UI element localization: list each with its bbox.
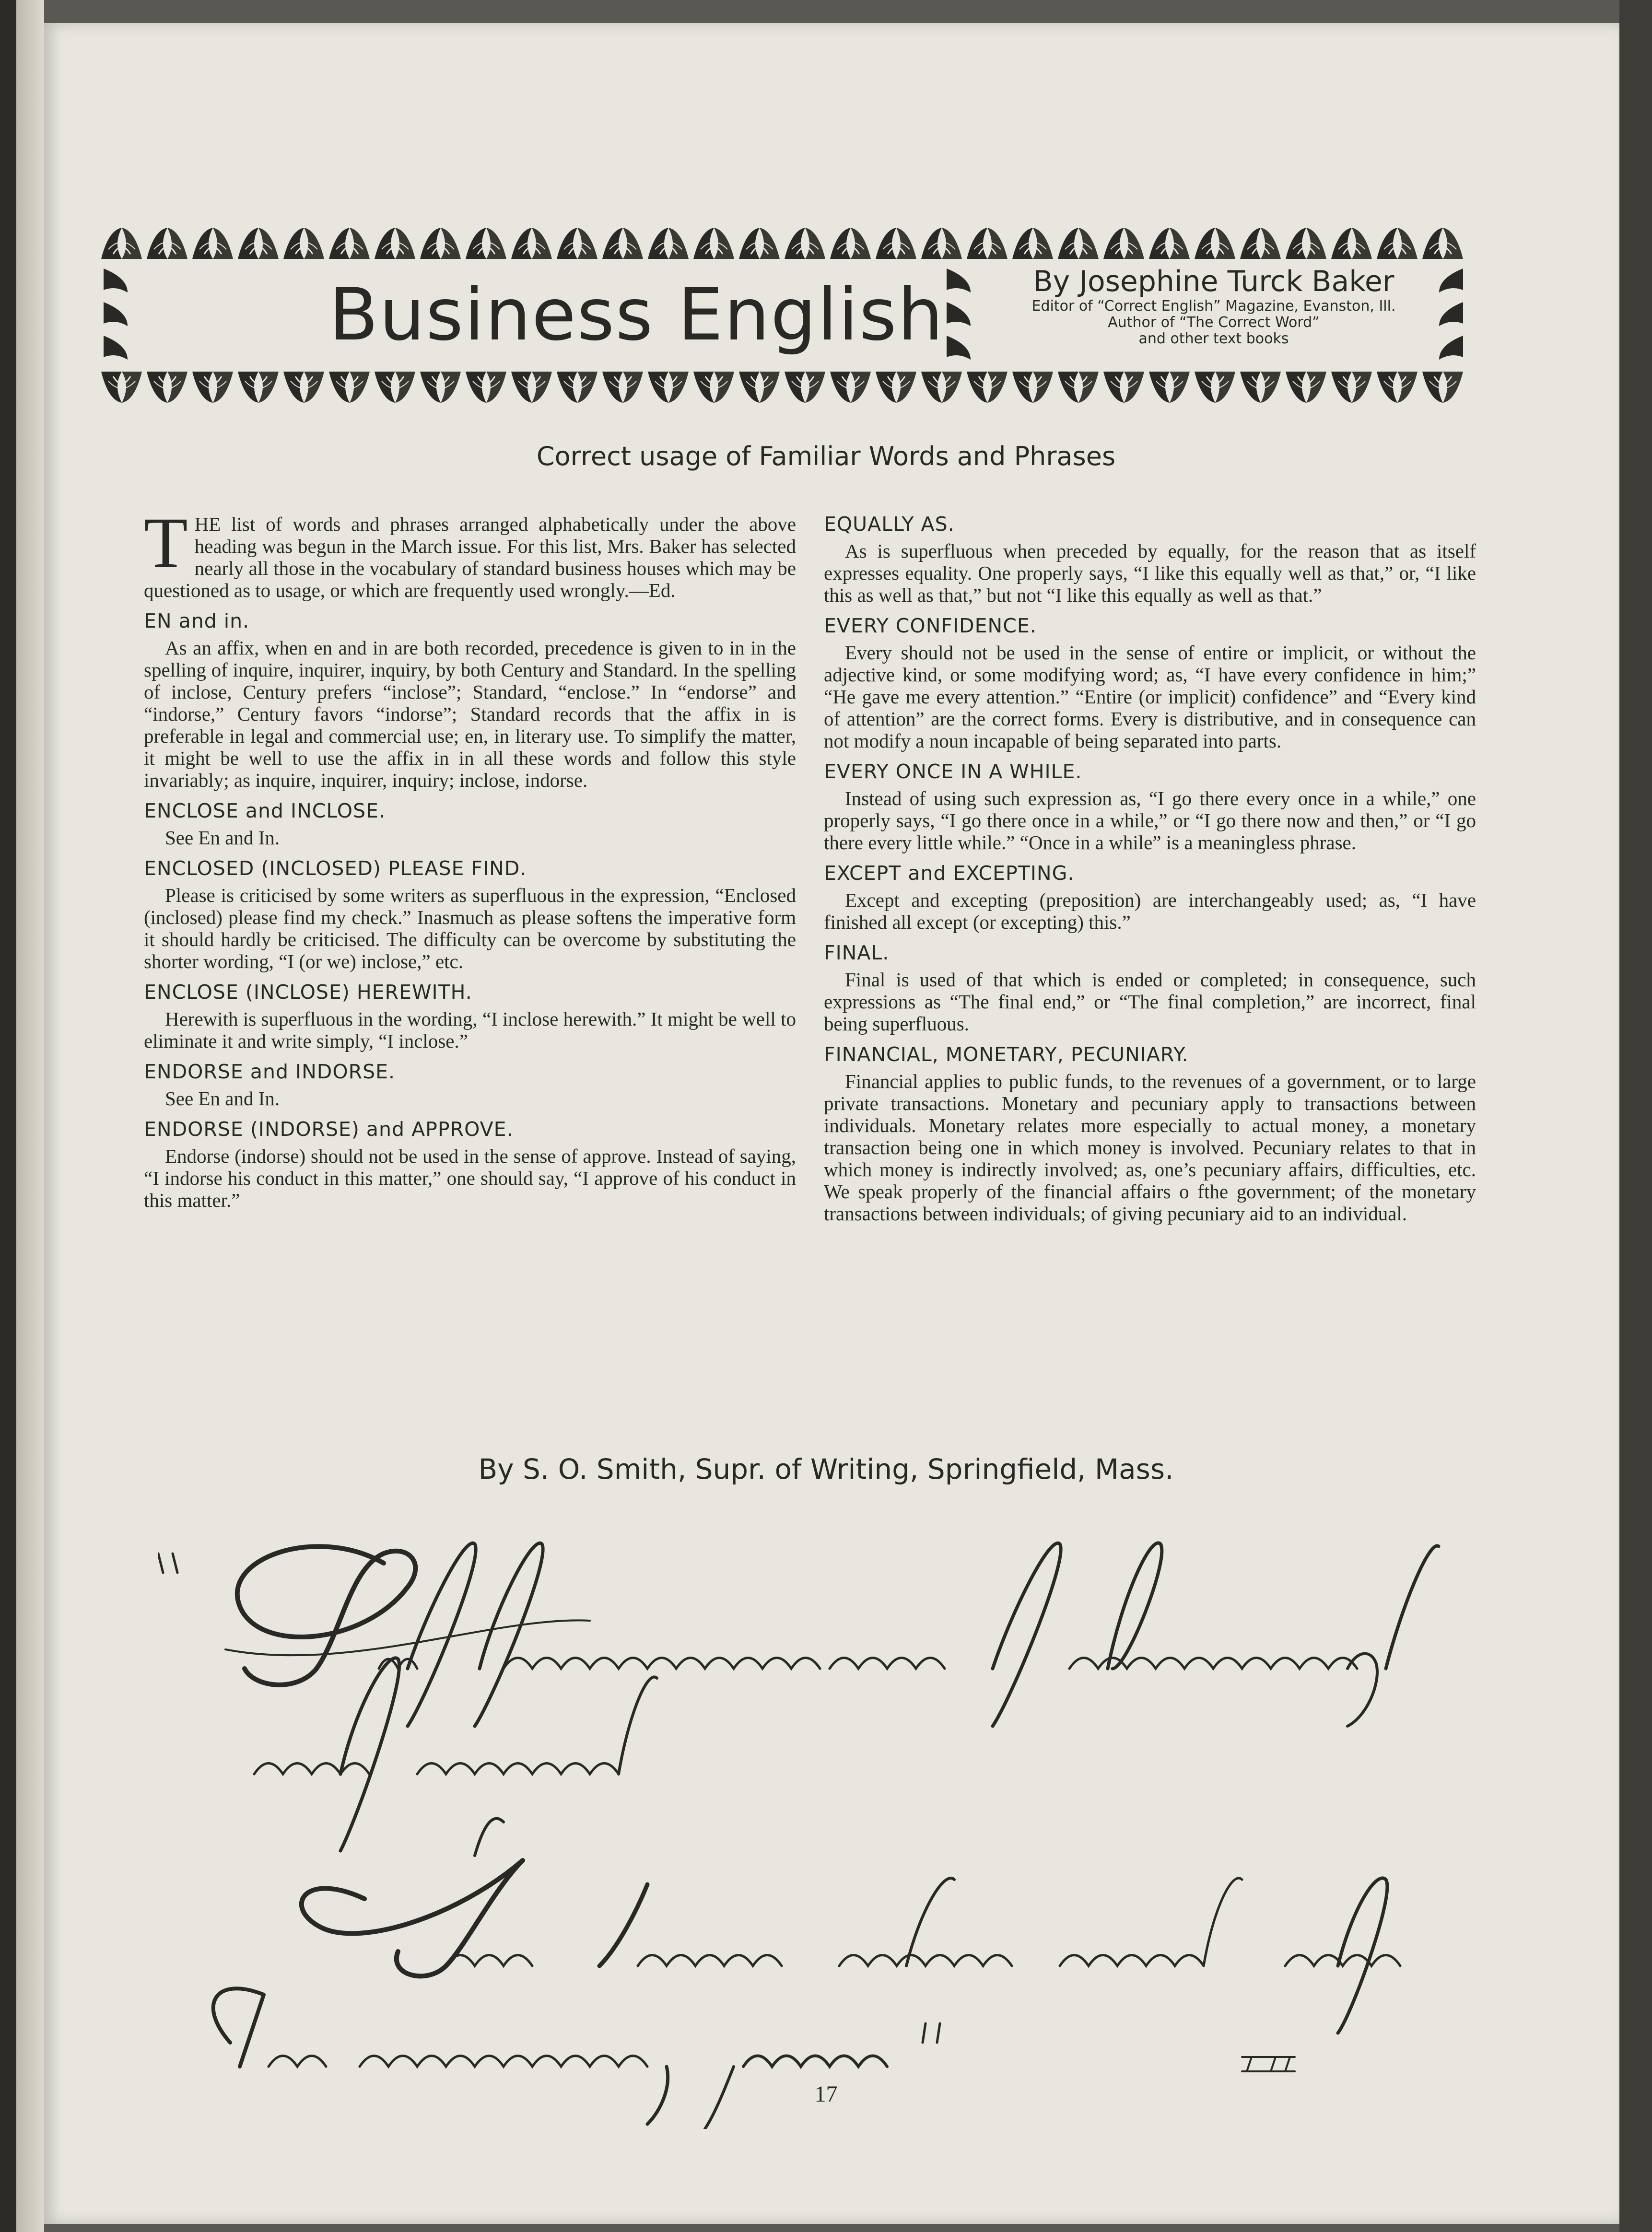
intro-paragraph xyxy=(144,503,796,601)
top-ornament-border xyxy=(99,225,1468,261)
entry-heading: EVERY CONFIDENCE. xyxy=(824,614,1037,637)
entry-heading: ENCLOSED (INCLOSED) PLEASE FIND. xyxy=(144,857,527,880)
entry-body: Every should not be used in the sense of entire or implicit, or without the adjective kind, or some modifying word; as, “I have every confidence in him;” “He gave me every attention.” “Entire (or implicit) confidence” and “Every kind of attention” are the correct forms. Every is distributive, and in consequence can not modify a noun incapable of being separated into parts. xyxy=(824,642,1476,752)
entry-heading: ENCLOSE and INCLOSE. xyxy=(144,799,386,822)
book-spine xyxy=(0,0,16,2232)
entry-body: See En and In. xyxy=(165,1087,280,1110)
entry-body: Herewith is superfluous in the wording, “I inclose herewith.” It might be well to eliminate it and write simply, “I inclose.” xyxy=(144,1008,796,1052)
entry-heading: ENDORSE and INDORSE. xyxy=(144,1060,396,1083)
entry-heading: EVERY ONCE IN A WHILE. xyxy=(824,760,1082,783)
author-credit-1: Editor of “Correct English” Magazine, Evanston, Ill. xyxy=(1031,298,1396,315)
entry-heading: EXCEPT and EXCEPTING. xyxy=(824,862,1075,885)
right-column xyxy=(824,513,1476,1233)
entry-body: Final is used of that which is ended or completed; in consequence, such expressions as “The final end,” or “The final completion,” are incorrect, final being superfluous. xyxy=(824,969,1476,1035)
middle-ornament xyxy=(942,264,975,367)
scan-edge xyxy=(1619,0,1652,2232)
section-title: Business English xyxy=(329,273,944,357)
author-credit-3: and other text books xyxy=(1138,330,1289,347)
entry-body: See En and In. xyxy=(165,827,280,849)
drop-cap: T xyxy=(144,503,188,583)
entry-body: Endorse (indorse) should not be used in the sense of approve. Instead of saying, “I indorse his conduct in this matter,” one should say, “I approve of his conduct in this matter.” xyxy=(144,1145,796,1211)
page-number: 17 xyxy=(814,2081,838,2107)
right-ornament xyxy=(1434,264,1468,367)
entry-heading: ENDORSE (INDORSE) and APPROVE. xyxy=(144,1118,514,1141)
penmanship-specimen xyxy=(158,1525,1501,2129)
author-name: By Josephine Turck Baker xyxy=(1033,265,1394,298)
left-ornament xyxy=(99,264,132,367)
entry-body: Instead of using such expression as, “I go there every once in a while,” one properly says, “I go there once in a while,” or “I go there now and then,” or “I go there every little while.” “Once in a while” is a meaningless phrase. xyxy=(824,787,1476,853)
header-banner xyxy=(99,206,1468,408)
entry-body: Financial applies to public funds, to the revenues of a government, or to large private transactions. Monetary and pecuniary apply to transactions between individuals. Monetary relates more especially to actual money, a monetary transaction being one in which money is involved. Pecuniary relates to that in which money is indirectly involved; as, one’s pecuniary affairs, difficulties, etc. We speak properly of the financial affairs o fthe government; of the monetary transactions between individuals; of giving pecuniary aid to an individual. xyxy=(824,1070,1476,1225)
entry-heading: FINAL. xyxy=(824,941,890,964)
entry-body: Except and excepting (preposition) are interchangeably used; as, “I have finished all except (or excepting) this.” xyxy=(824,889,1476,933)
intro-text: HE list of words and phrases arranged alphabetically under the above heading was begun in the March issue. For this list, Mrs. Baker has selected nearly all those in the vocabulary of standard business houses which may be questioned as to usage, or which are frequently used wrongly.—Ed. xyxy=(144,513,796,601)
entry-heading: ENCLOSE (INCLOSE) HEREWITH. xyxy=(144,981,472,1004)
penmanship-credit: By S. O. Smith, Supr. of Writing, Springfield, Mass. xyxy=(478,1453,1174,1485)
author-byline xyxy=(991,265,1437,347)
bottom-ornament-border xyxy=(99,369,1468,405)
entry-heading: EQUALLY AS. xyxy=(824,513,955,536)
entry-body: Please is criticised by some writers as superfluous in the expression, “Enclosed (inclosed) please find my check.” Inasmuch as please softens the imperative form it should hardly be criticised. The difficulty can be overcome by substituting the shorter wording, “I (or we) inclose,” etc. xyxy=(144,884,796,972)
author-credit-2: Author of “The Correct Word” xyxy=(1108,314,1320,331)
entry-body: As is superfluous when preceded by equally, for the reason that as itself expresses equality. One properly says, “I like this equally well as that,” or, “I like this as well as that,” but not “I like this equally as well as that.” xyxy=(824,540,1476,606)
entry-heading: EN and in. xyxy=(144,609,250,632)
entry-heading: FINANCIAL, MONETARY, PECUNIARY. xyxy=(824,1043,1189,1066)
article-subtitle: Correct usage of Familiar Words and Phrases xyxy=(536,441,1116,471)
left-column xyxy=(144,503,796,1220)
entry-body: As an affix, when en and in are both recorded, precedence is given to in in the spelling of inquire, inquirer, inquiry, by both Century and Standard. In the spelling of inclose, Century prefers “inclose”; Standard, “enclose.” In “endorse” and “indorse,” Century favors “indorse”; Standard records that the affix in is preferable in legal and commercial use; en, in literary use. To simplify the matter, it might be well to use the affix in in all these words and follow this style invariably; as inquire, inquirer, inquiry; inclose, indorse. xyxy=(144,637,796,791)
page-gutter xyxy=(16,0,44,2232)
